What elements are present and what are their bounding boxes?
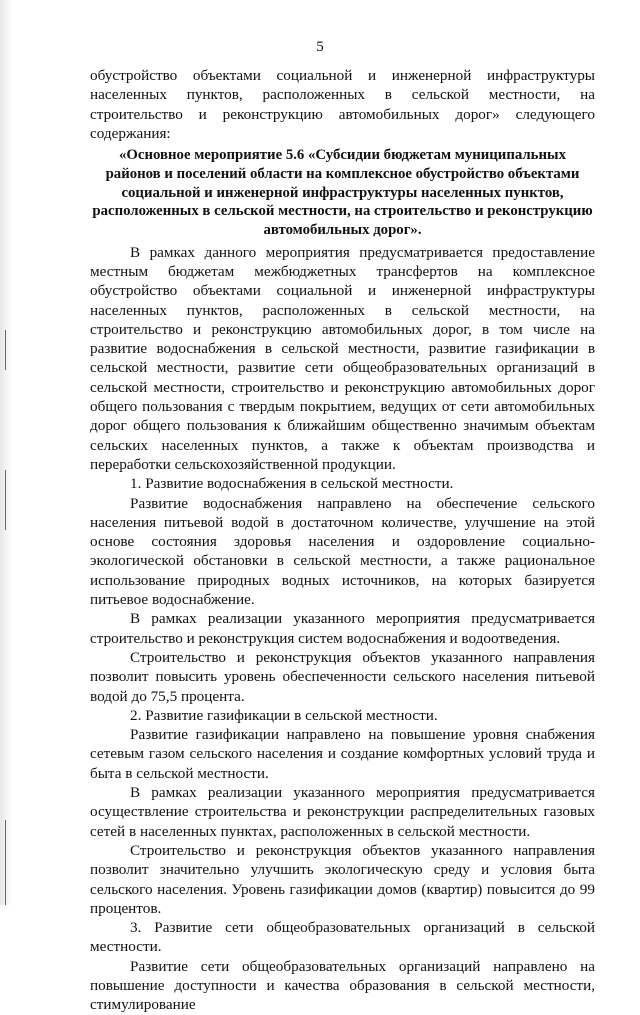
subsection-title: 2. Развитие газификации в сельской местности. <box>130 706 438 724</box>
paragraph: В рамках данного мероприятия предусматривается предоставление местным бюджетам межбюджетных трансфертов на комплексное обустройство объектами социальной и инженерной инфраструктуры населенных пунктов, расположенных в сельской местности, на строительство и реконструкцию автомобильных дорог, в том числе на развитие водоснабжения в сельской местности, развитие газификации в сельской местности, развитие сети общеобразовательных организаций в сельской местности, строительство и реконструкцию автомобильных дорог общего пользования с твердым покрытием, ведущих от сети автомобильных дорог общего пользования к ближайшим общественно значимым объектам сельских населенных пунктов, а также к объектам производства и переработки сельскохозяйственной продукции. <box>90 243 595 473</box>
scan-artifact-line <box>5 470 6 530</box>
paragraph: Развитие газификации направлено на повышение уровня снабжения сетевым газом сельского населения и создание комфортных условий труда и быта в сельской местности. <box>90 726 595 782</box>
paragraph: В рамках реализации указанного мероприятия предусматривается строительство и реконструкция систем водоснабжения и водоотведения. <box>90 610 595 647</box>
paragraph: Развитие водоснабжения направлено на обеспечение сельского населения питьевой водой в достаточном количестве, улучшение на этой основе состояния здоровья населения и оздоровление социально-экологической обстановки в сельской местности, а также рациональное использование природных водных источников, на которых базируется питьевое водоснабжение. <box>90 494 595 609</box>
subsection-title: 3. Развитие сети общеобразовательных организаций в сельской местности. <box>90 919 595 956</box>
page-number: 5 <box>316 39 324 55</box>
paragraph: Строительство и реконструкция объектов указанного направления позволит значительно улучшить экологическую среду и условия быта сельского населения. Уровень газификации домов (квартир) повысится до 99 процентов. <box>90 841 595 917</box>
paragraph: В рамках реализации указанного мероприятия предусматривается осуществление строительства и реконструкции распределительных газовых сетей в населенных пунктах, расположенных в сельской местности. <box>90 784 595 840</box>
subsection-title: 1. Развитие водоснабжения в сельской местности. <box>130 475 454 493</box>
scan-left-edge <box>0 0 12 905</box>
paragraph: Строительство и реконструкция объектов указанного направления позволит повысить уровень обеспеченности сельского населения питьевой водой до 75,5 процента. <box>90 648 595 705</box>
scan-artifact-line <box>5 820 6 905</box>
paragraph: Развитие сети общеобразовательных организаций направлено на повышение доступности и качества образования в сельской местности, стимулирование <box>90 957 595 1014</box>
scan-artifact-line <box>5 330 6 370</box>
document-body <box>90 66 595 1015</box>
section-heading: «Основное мероприятие 5.6 «Субсидии бюджетам муниципальных районов и поселений области на комплексное обустройство объектами социальной и инженерной инфраструктуры населенных пунктов, расположенных в сельской местности, на строительство и реконструкцию автомобильных дорог». <box>92 147 593 238</box>
paragraph-continuation: обустройство объектами социальной и инженерной инфраструктуры населенных пунктов, расположенных в сельской местности, на строительство и реконструкцию автомобильных дорог» следующего содержания: <box>90 67 595 142</box>
